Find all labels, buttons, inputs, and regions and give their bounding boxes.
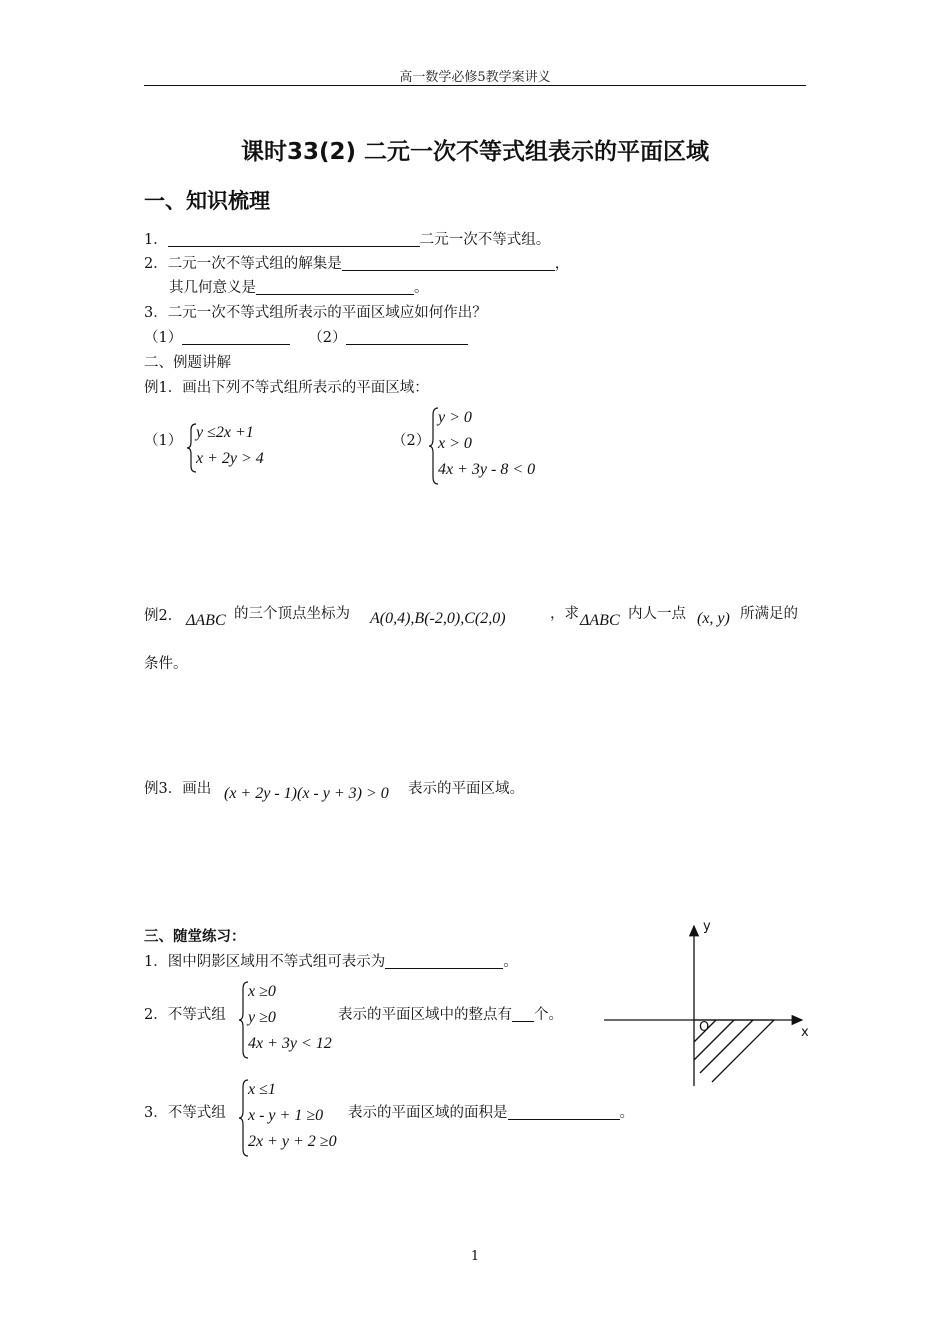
inequality-line: 4x + 3y < 12 xyxy=(248,1035,332,1052)
answer-blank[interactable] xyxy=(182,330,290,345)
page-title: 课时33(2) 二元一次不等式组表示的平面区域 xyxy=(240,139,710,165)
item-text: 个。 xyxy=(534,1007,563,1023)
practice-q2-label xyxy=(144,1003,226,1024)
item-text: 其几何意义是 xyxy=(169,280,256,296)
point-xy: (x, y) xyxy=(697,610,730,627)
inequality-line: x ≤1 xyxy=(248,1081,276,1098)
y-axis-label: y xyxy=(703,919,711,934)
knowledge-item-2 xyxy=(144,252,569,273)
item-punct: 。 xyxy=(619,1105,634,1121)
section1-heading: 一、知识梳理 xyxy=(144,189,270,213)
knowledge-item-2-line2 xyxy=(169,276,429,297)
inequality-line: 2x + y + 2 ≥0 xyxy=(248,1133,337,1150)
item-text: 表示的平面区域的面积是 xyxy=(348,1105,508,1121)
vertex-coordinates: A(0,4),B(-2,0),C(2,0) xyxy=(370,610,506,627)
example3-text: 表示的平面区域。 xyxy=(408,781,524,797)
example3-inequality: (x + 2y - 1)(x - y + 3) > 0 xyxy=(224,785,389,802)
example2-text: 所满足的 xyxy=(740,606,798,622)
item-punct: 。 xyxy=(414,280,429,296)
answer-blank[interactable] xyxy=(342,256,555,271)
origin-label: O xyxy=(699,1020,710,1035)
inequality-line: y ≥0 xyxy=(248,1009,276,1026)
example2-text: ，求 xyxy=(550,606,579,622)
sub-label: （2） xyxy=(308,330,347,346)
section2-heading: 二、例题讲解 xyxy=(144,355,231,371)
page-header: 高一数学必修5教学案讲义 xyxy=(399,70,551,85)
practice-q2-text xyxy=(338,1003,563,1024)
item-number: 1． xyxy=(144,232,168,248)
item-text: 不等式组 xyxy=(167,1105,226,1121)
practice-q3-label xyxy=(144,1101,226,1122)
header-rule xyxy=(144,85,806,86)
sub-label: （1） xyxy=(144,330,183,346)
practice-q3-text xyxy=(348,1101,634,1122)
knowledge-item-3 xyxy=(144,301,487,322)
answer-blank[interactable] xyxy=(168,232,420,247)
item-text: 图中阴影区域用不等式组可表示为 xyxy=(167,954,386,970)
page-number: 1 xyxy=(470,1249,480,1264)
answer-blank[interactable] xyxy=(385,954,503,969)
item-punct: ， xyxy=(554,256,570,272)
item-number: 3． xyxy=(144,305,168,321)
triangle-abc: ΔABC xyxy=(186,612,226,629)
item-text: 二元一次不等式组所表示的平面区域应如何作出？ xyxy=(167,305,487,321)
inequality-line: x - y + 1 ≥0 xyxy=(248,1107,324,1124)
item-text: 表示的平面区域中的整点有 xyxy=(338,1007,512,1023)
item-text: 二元一次不等式组的解集是 xyxy=(167,256,342,272)
item-text: 二元一次不等式组。 xyxy=(419,232,551,248)
example2-text: 内人一点 xyxy=(628,606,686,622)
section3-heading: 三、随堂练习： xyxy=(144,929,246,945)
answer-blank[interactable] xyxy=(512,1007,534,1022)
answer-blank[interactable] xyxy=(346,330,468,345)
example2-label: 例2． xyxy=(144,608,183,624)
example2-text: 的三个顶点坐标为 xyxy=(234,606,350,622)
example3-label: 例3．画出 xyxy=(144,781,212,797)
item-number: 2． xyxy=(144,256,168,272)
item-number: 3． xyxy=(144,1105,168,1121)
example1-label: 例1．画出下列不等式组所表示的平面区域： xyxy=(144,380,429,396)
example1-part1-label: （1） xyxy=(144,433,183,449)
inequality-line: x ≥0 xyxy=(248,983,276,1000)
answer-blank[interactable] xyxy=(508,1105,620,1120)
knowledge-item-3-subs xyxy=(144,326,468,347)
inequality-line: y ≤2x +1 xyxy=(196,424,254,441)
item-punct: 。 xyxy=(503,954,518,970)
triangle-abc: ΔABC xyxy=(580,612,620,629)
inequality-line: x > 0 xyxy=(438,435,472,452)
practice-q1 xyxy=(144,950,518,971)
example1-part2-label: （2） xyxy=(392,433,431,449)
example2-line2: 条件。 xyxy=(144,656,188,672)
knowledge-item-1 xyxy=(144,228,550,249)
item-text: 不等式组 xyxy=(167,1007,226,1023)
inequality-line: 4x + 3y - 8 < 0 xyxy=(438,461,536,478)
item-number: 2． xyxy=(144,1007,168,1023)
inequality-line: x + 2y > 4 xyxy=(196,450,264,467)
answer-blank[interactable] xyxy=(256,280,414,295)
item-number: 1． xyxy=(144,954,168,970)
inequality-line: y > 0 xyxy=(438,409,472,426)
shaded-region-figure xyxy=(596,912,816,1092)
x-axis-label: x xyxy=(801,1025,809,1040)
